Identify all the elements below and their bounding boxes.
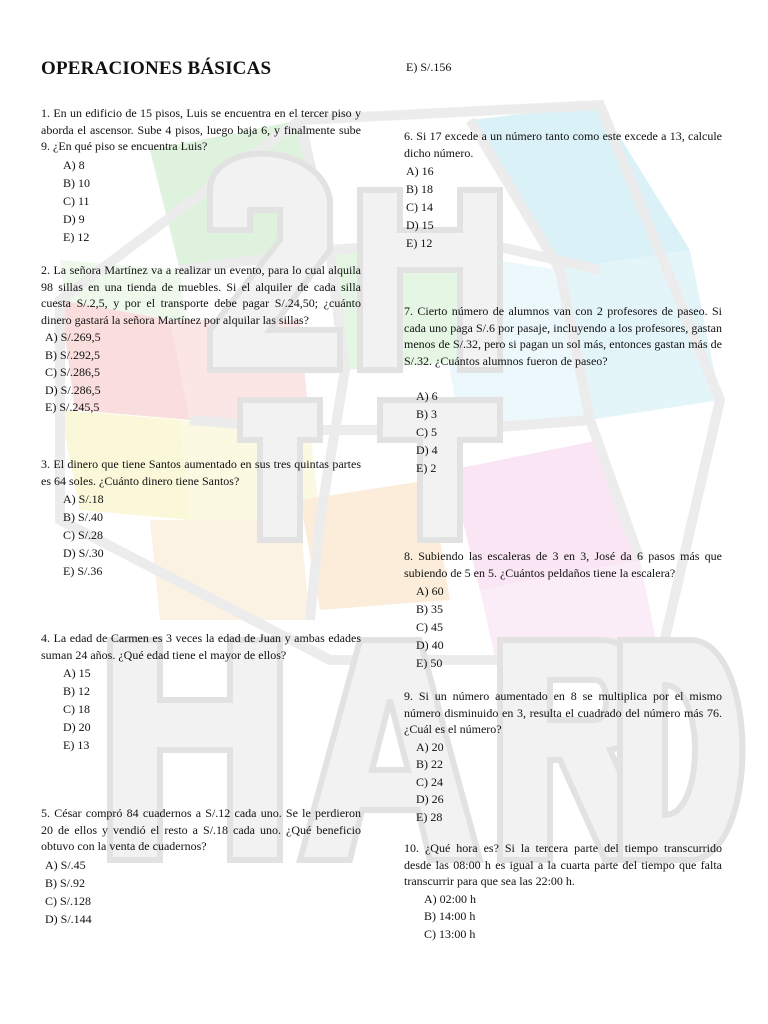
option-c: C) S/.28	[63, 528, 104, 542]
option-b: B) 14:00 h	[424, 909, 476, 923]
question-8-text	[404, 548, 722, 581]
question-body: El dinero que tiene Santos aumentado en sus tres quintas partes es 64 soles. ¿Cuánto dinero tiene Santos?	[41, 457, 361, 488]
question-body: Subiendo las escaleras de 3 en 3, José da 6 pasos más que subiendo de 5 en 5. ¿Cuántos peldaños tiene la escalera?	[404, 549, 723, 580]
options-list	[41, 856, 361, 928]
question-number: 1.	[41, 106, 50, 120]
question-10	[404, 840, 722, 943]
options-list	[41, 156, 361, 246]
options-list	[404, 162, 722, 252]
option-e: E) 50	[416, 656, 443, 670]
question-number: 2.	[41, 263, 50, 277]
option-d: D) 9	[63, 211, 85, 226]
question-number: 5.	[41, 806, 50, 820]
option-c: C) S/.128	[45, 893, 92, 908]
question-number: 3.	[41, 457, 50, 471]
option-e: E) 12	[63, 229, 90, 244]
question-number: 7.	[404, 304, 413, 318]
question-9-text	[404, 688, 722, 738]
carry-over-option: E) S/.156	[406, 60, 452, 74]
option-d: D) 20	[63, 720, 91, 734]
question-7-text	[404, 303, 722, 369]
option-a: A) 60	[416, 584, 444, 598]
question-body: La edad de Carmen es 3 veces la edad de Juan y ambas edades suman 24 años. ¿Qué edad tiene el mayor de ellos?	[41, 631, 361, 662]
option-b: B) 22	[416, 757, 443, 771]
option-a: A) 15	[63, 666, 91, 680]
option-e: E) S/.245,5	[45, 400, 100, 414]
option-c: C) 13:00 h	[424, 926, 476, 941]
option-a: A) S/.269,5	[45, 330, 101, 344]
option-c: C) 5	[416, 425, 437, 439]
option-e: E) S/.36	[63, 564, 103, 578]
question-1-text	[41, 105, 361, 155]
question-6-text	[404, 128, 722, 161]
options-list	[41, 664, 361, 754]
question-body: Si un número aumentado en 8 se multiplica por el mismo número disminuido en 3, resulta el cuadrado del número más 76. ¿Cuál es el número?	[404, 689, 722, 736]
option-c: C) 45	[416, 620, 443, 634]
question-8	[404, 548, 722, 672]
option-c: C) 24	[416, 774, 443, 789]
option-a: A) 6	[416, 389, 438, 403]
question-number: 4.	[41, 631, 50, 645]
option-d: D) 26	[416, 792, 444, 806]
options-list	[404, 582, 722, 672]
page-title: OPERACIONES BÁSICAS	[41, 58, 272, 79]
question-body: Cierto número de alumnos van con 2 profesores de paseo. Si cada uno paga S/.6 por pasaje, incluyendo a los profesores, gastan menos de S/.32, pero si pagan un sol más, entonces gastan más de S/.32. ¿Cuántos alumnos fueron de paseo?	[404, 304, 722, 368]
question-7	[404, 303, 722, 477]
option-c: C) 14	[406, 200, 433, 214]
options-list	[41, 490, 361, 580]
question-1	[41, 105, 361, 246]
option-a: A) 16	[406, 164, 434, 178]
question-2-text	[41, 262, 361, 328]
option-a: A) 20	[416, 739, 444, 754]
option-a: A) 8	[63, 157, 85, 172]
option-e: E) 28	[416, 809, 443, 824]
option-d: D) S/.30	[63, 546, 104, 560]
option-b: B) S/.292,5	[45, 347, 101, 362]
question-2	[41, 262, 361, 417]
option-e: E) 2	[416, 461, 437, 475]
options-list	[41, 329, 361, 417]
option-a: A) S/.18	[63, 492, 104, 506]
option-d: D) 4	[416, 443, 438, 457]
options-list	[404, 739, 722, 827]
question-number: 9.	[404, 689, 413, 703]
option-b: B) S/.40	[63, 510, 104, 524]
option-d: D) S/.286,5	[45, 382, 101, 397]
option-c: C) 11	[63, 193, 90, 208]
options-list	[404, 387, 722, 477]
question-number: 6.	[404, 129, 413, 143]
option-a: A) S/.45	[45, 857, 86, 872]
option-b: B) 10	[63, 175, 90, 190]
question-9	[404, 688, 722, 826]
option-b: B) 12	[63, 684, 90, 698]
question-number: 10.	[404, 841, 419, 855]
option-b: B) 18	[406, 182, 433, 196]
question-3-text	[41, 456, 361, 489]
question-5-text	[41, 805, 361, 855]
question-body: La señora Martínez va a realizar un evento, para lo cual alquila 98 sillas en una tienda de muebles. Si el alquiler de cada silla cuesta S/.2,5, y por el transporte debe pagar S/.24,50; ¿cuánto dinero gastará la señora Martínez por alquilar las sillas?	[41, 263, 362, 327]
question-body: ¿Qué hora es? Si la tercera parte del tiempo transcurrido desde las 08:00 h es igual a la cuarta parte del tiempo que falta transcurrir para que sea las 22:00 h.	[404, 841, 722, 888]
question-5	[41, 805, 361, 928]
question-number: 8.	[404, 549, 413, 563]
option-c: C) S/.286,5	[45, 365, 101, 379]
option-d: D) 40	[416, 638, 444, 652]
option-a: A) 02:00 h	[424, 891, 476, 906]
option-d: D) S/.144	[45, 911, 92, 926]
question-4-text	[41, 630, 361, 663]
question-3	[41, 456, 361, 580]
question-10-text	[404, 840, 722, 890]
option-d: D) 15	[406, 218, 434, 232]
option-b: B) S/.92	[45, 875, 86, 890]
option-b: B) 35	[416, 602, 443, 616]
question-body: Si 17 excede a un número tanto como este excede a 13, calcule dicho número.	[404, 129, 722, 160]
options-list	[404, 891, 722, 944]
option-e: E) 13	[63, 738, 90, 752]
question-6	[404, 128, 722, 252]
option-b: B) 3	[416, 407, 437, 421]
option-e: E) 12	[406, 236, 433, 250]
question-body: En un edificio de 15 pisos, Luis se encuentra en el tercer piso y aborda el ascensor. Sube 4 pisos, luego baja 6, y finalmente sube 9. ¿En qué piso se encuentra Luis?	[41, 106, 361, 153]
question-4	[41, 630, 361, 754]
option-c: C) 18	[63, 702, 90, 716]
question-body: César compró 84 cuadernos a S/.12 cada uno. Se le perdieron 20 de ellos y vendió el resto a S/.18 cada uno. ¿Qué beneficio obtuvo con la venta de cuadernos?	[41, 806, 362, 853]
